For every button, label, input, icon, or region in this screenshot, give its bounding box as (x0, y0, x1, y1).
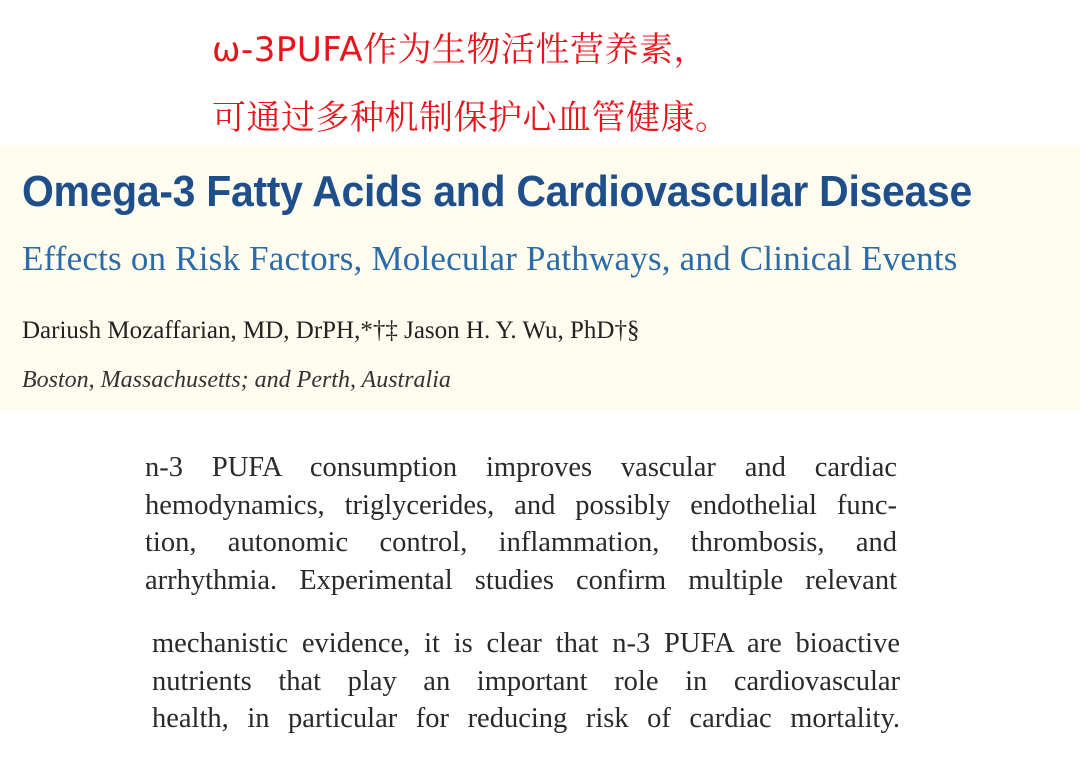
article-authors: Dariush Mozaffarian, MD, DrPH,*†‡ Jason H. Y. Wu, PhD†§ (22, 317, 640, 344)
excerpt-2-line: mechanistic evidence, it is clear that n-3 PUFA are bioactive (152, 628, 900, 659)
caption-line-2: 可通过多种机制保护心血管健康。 (212, 98, 730, 138)
chinese-caption (0, 0, 1080, 145)
excerpt-1-line: tion, autonomic control, inflammation, thrombosis, and (145, 527, 897, 558)
article-title: Omega-3 Fatty Acids and Cardiovascular Disease (22, 167, 972, 216)
caption-line-1: ω-3PUFA作为生物活性营养素， (212, 30, 708, 70)
excerpt-1-line: hemodynamics, triglycerides, and possibly endothelial func- (145, 489, 897, 521)
article-header (0, 145, 1080, 410)
excerpt-paragraph-2 (152, 625, 900, 738)
excerpt-2-line: nutrients that play an important role in cardiovascular (152, 665, 900, 697)
author-location: Boston, Massachusetts; and Perth, Australia (22, 367, 451, 393)
article-subtitle: Effects on Risk Factors, Molecular Pathways, and Clinical Events (22, 239, 958, 278)
excerpt-paragraph-1 (145, 449, 897, 599)
excerpt-1-line: arrhythmia. Experimental studies confirm multiple relevant (145, 564, 897, 596)
excerpt-1-line: n-3 PUFA consumption improves vascular and cardiac (145, 452, 897, 483)
excerpt-2-line: health, in particular for reducing risk of cardiac mortality. (152, 703, 900, 734)
